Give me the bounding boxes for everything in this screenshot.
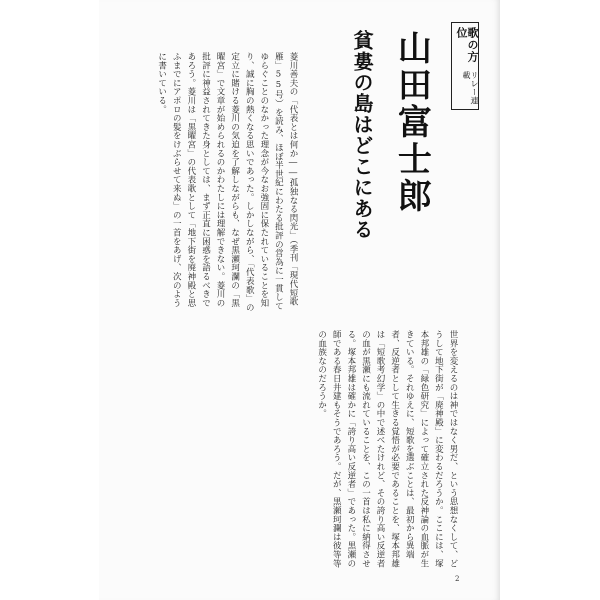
series-label-box bbox=[451, 22, 479, 110]
body-text-top bbox=[130, 52, 300, 314]
page-number: 2 bbox=[455, 575, 460, 583]
author-name: 山田富士郎 bbox=[391, 30, 432, 215]
body-text-bottom bbox=[130, 330, 460, 575]
article-title: 貧婁の島はどこにある bbox=[350, 30, 374, 240]
paragraph-bottom: 世界を変えるのは神ではなく男だ、という思想なくして、どうして地下街が「廃神殿」に変わるだろうか。ここには、塚本邦雄の「緑色研究」によって確立された反神論の血脈が生きている。それゆえに、短歌を選ぶことは、最初から異端者、反逆者として生きる覚悟が必要であることを、塚本邦雄は「短歌考幻学」の中で述べたけれど、その誇り高い反逆者の血が黒瀬にも流れていることを、この一首は私に納得させる。塚本邦雄は確かに「誇り高い反逆者」であった。黒瀬の師である春日井建もそうであろう。だが、黒瀬珂瀾は彼等等の血族なのだろうか。 bbox=[316, 330, 458, 568]
series-name: 歌の方位 bbox=[455, 27, 479, 63]
paragraph-top: 菱川善夫の「代表とは何か――孤独なる閃光」（季刊「現代短歌雁」55号）を読み、ほぼ半世紀にわたる批評の営為に一貫してゆらぐことのなかった理念が今なお強固に保たれていることを知り、誠に胸の熱くなる思いであった。しかしながら、「代表歌」の定立に賭ける菱川の気迫を了解しながらも、なぜ黒瀬珂瀾の「黒曜宮」で文章が始められるのかわたしには理解できない。菱川の批評に神益されてきた身としては、まず正直に困惑を語るべきであろう。菱川は「黒曜宮」の代表歌として「地下街を廃神殿と思ふまでにアポロの髪をけぶらせて来ぬ」の一首をあげ、次のように書いている。 bbox=[156, 52, 298, 312]
series-tag: リレー連載 bbox=[462, 70, 479, 105]
